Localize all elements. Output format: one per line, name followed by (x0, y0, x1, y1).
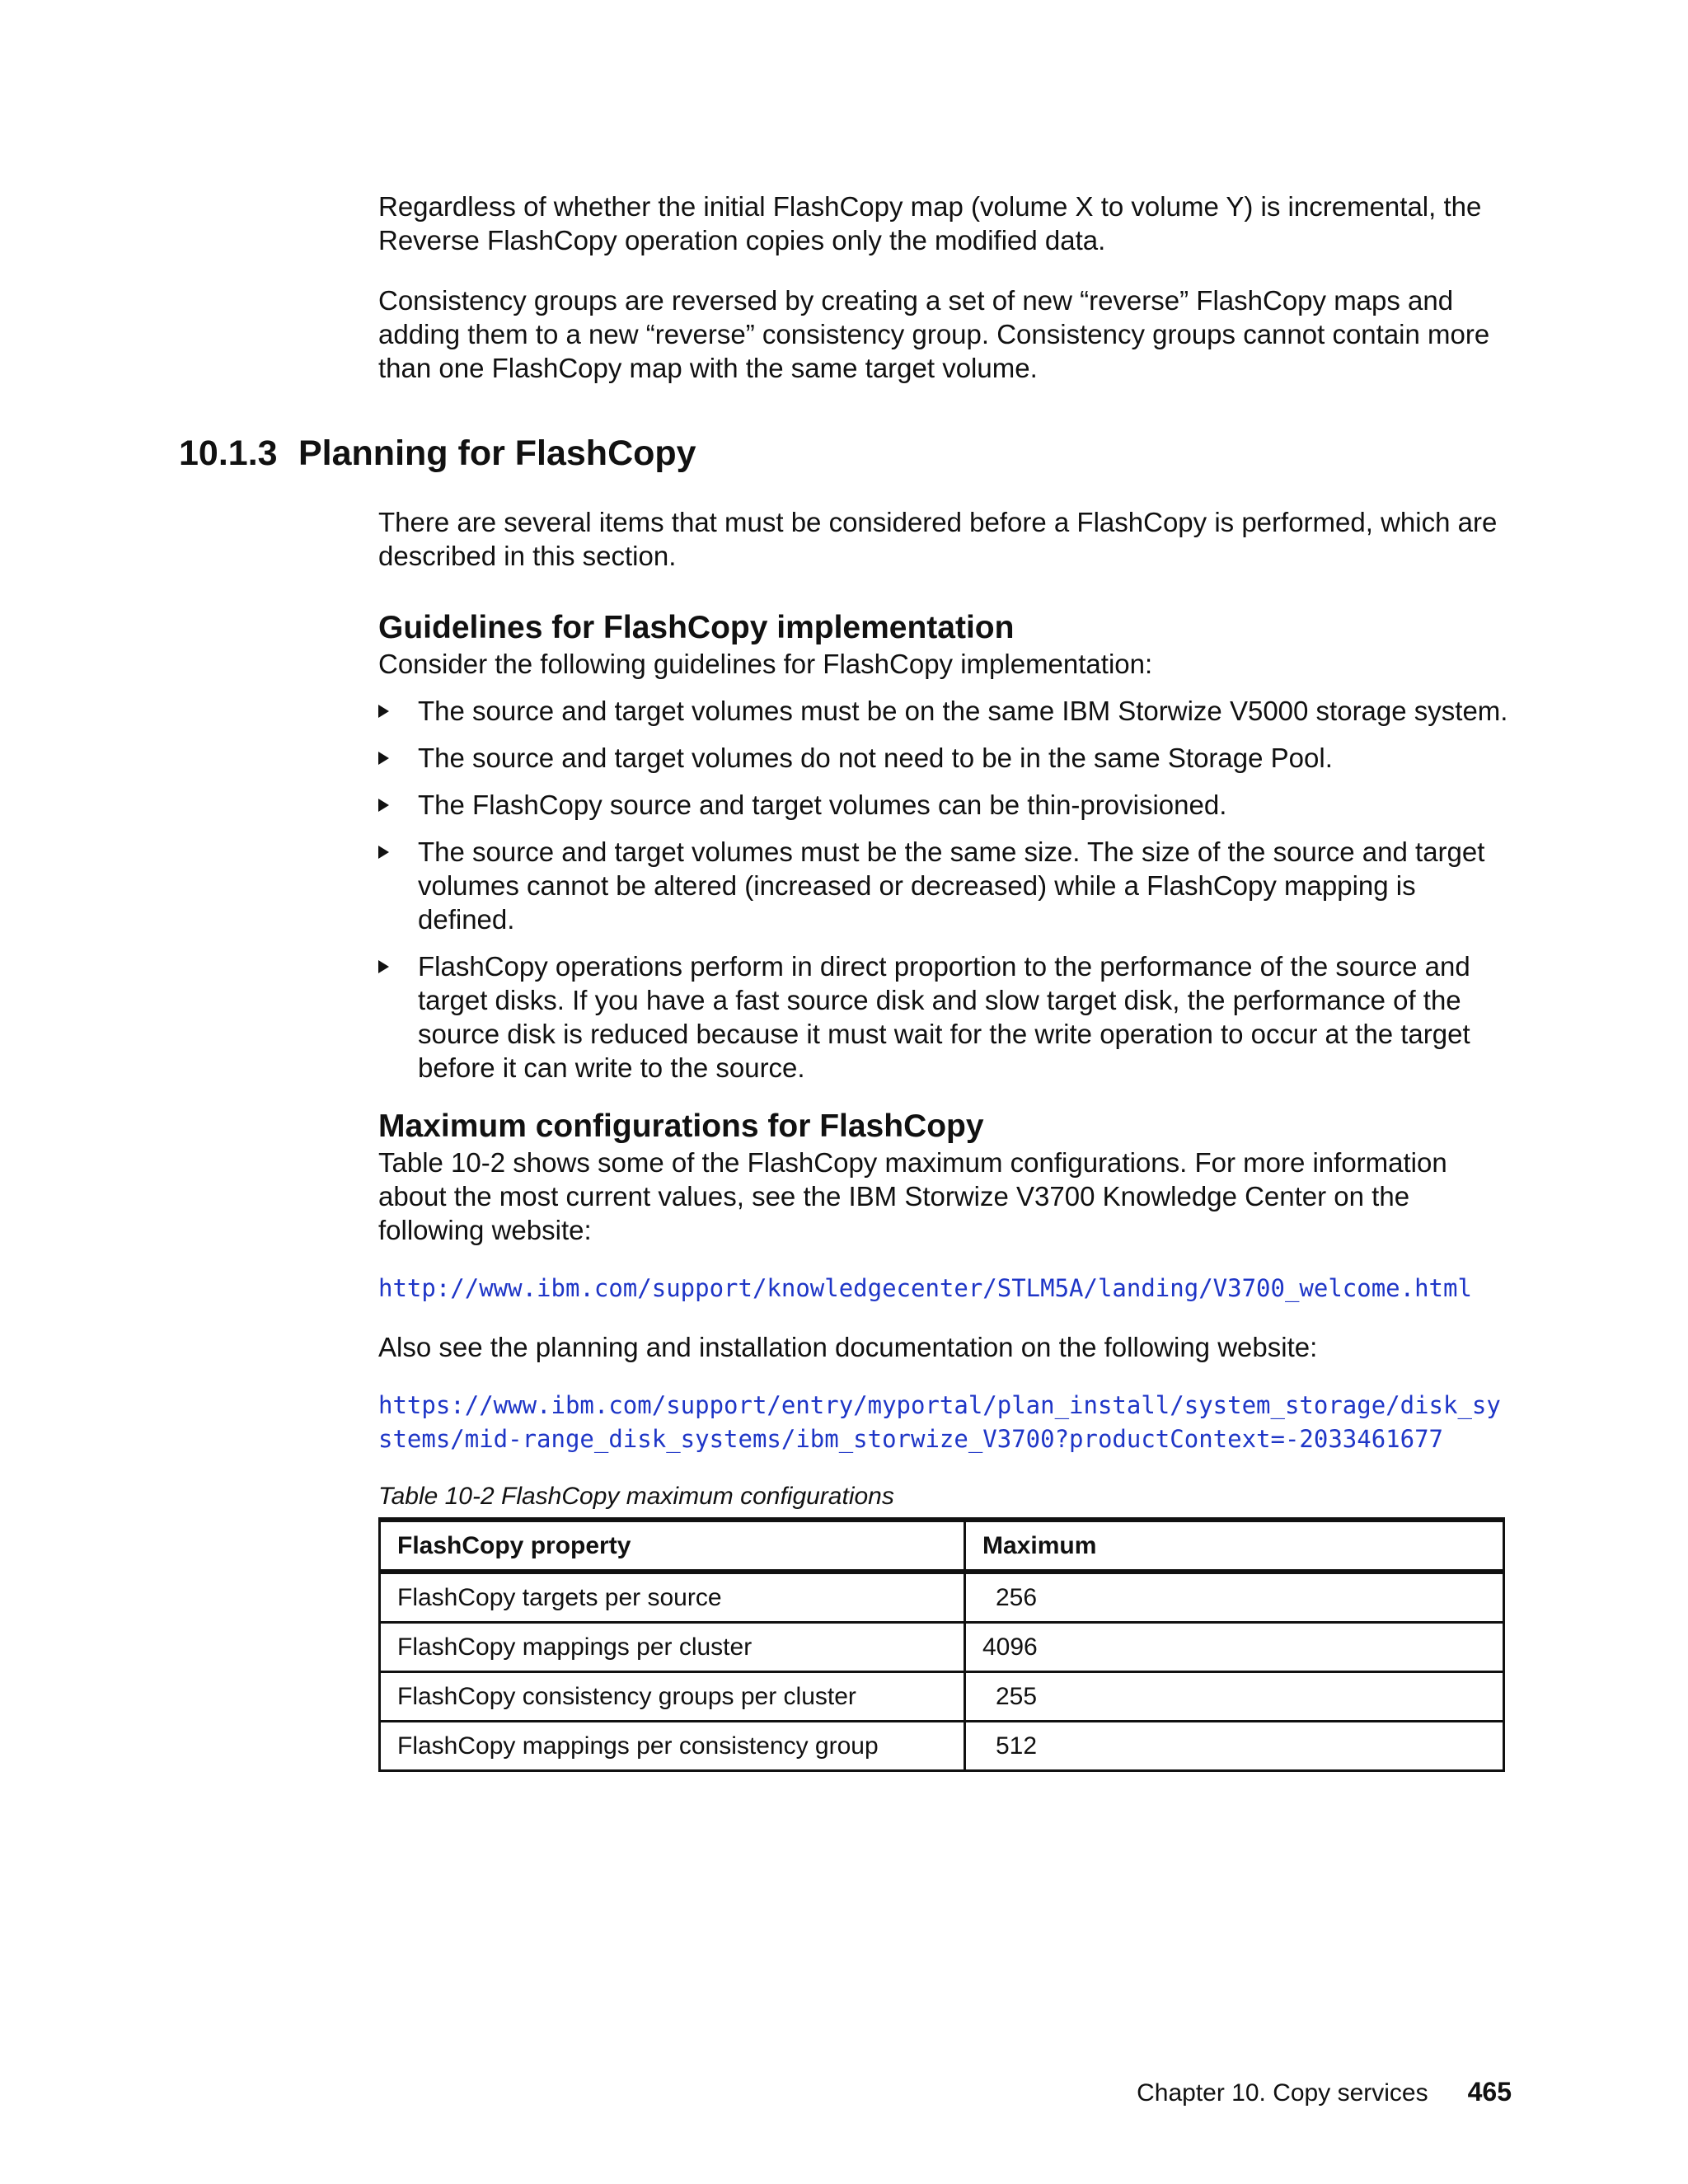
table-header-row (380, 1520, 1504, 1572)
table-row (380, 1572, 1504, 1623)
footer-chapter: Chapter 10. Copy services (1137, 2079, 1428, 2107)
table-cell-property: FlashCopy mappings per consistency group (380, 1722, 965, 1771)
column-header-property: FlashCopy property (380, 1520, 965, 1572)
column-header-maximum: Maximum (965, 1520, 1504, 1572)
list-item: The source and target volumes must be the same size. The size of the source and target volumes cannot be altered (increased or decreased) while a FlashCopy mapping is defined. (378, 835, 1512, 936)
bullet-arrow-icon (378, 705, 389, 718)
table-caption: Table 10-2 FlashCopy maximum configurations (378, 1483, 894, 1510)
table-cell-maximum: 4096 (965, 1623, 1504, 1672)
section-intro: There are several items that must be considered before a FlashCopy is performed, which are described in this section. (378, 507, 1498, 571)
bullet-arrow-icon (378, 960, 389, 973)
planning-docs-link[interactable]: https://www.ibm.com/support/entry/myportal/plan_install/system_storage/disk_systems/mid-range_disk_systems/ibm_storwize_V3700?productContext=-2033461677 (378, 1391, 1501, 1453)
section-body (378, 505, 1512, 1772)
page-number: 465 (1467, 2077, 1512, 2107)
maxconfig-paragraph-2: Also see the planning and installation documentation on the following website: (378, 1332, 1318, 1362)
table-row (380, 1672, 1504, 1722)
bullet-arrow-icon (378, 752, 389, 765)
table-cell-property: FlashCopy mappings per cluster (380, 1623, 965, 1672)
list-item: The FlashCopy source and target volumes can be thin-provisioned. (378, 788, 1512, 822)
guidelines-list (378, 694, 1512, 1085)
table-cell-maximum: 512 (965, 1722, 1504, 1771)
maxconfig-heading: Maximum configurations for FlashCopy (378, 1108, 984, 1144)
knowledge-center-link[interactable]: http://www.ibm.com/support/knowledgecenter/STLM5A/landing/V3700_welcome.html (378, 1274, 1472, 1302)
table-cell-maximum: 256 (965, 1572, 1504, 1623)
guidelines-lead: Consider the following guidelines for FlashCopy implementation: (378, 649, 1153, 679)
table-row (380, 1623, 1504, 1672)
intro-paragraph-2: Consistency groups are reversed by creating a set of new “reverse” FlashCopy maps and adding them to a new “reverse” consistency group. Consistency groups cannot contain more than one FlashCopy map with the same target volume. (378, 285, 1490, 383)
bullet-arrow-icon (378, 846, 389, 859)
section-number: 10.1.3 (179, 434, 278, 473)
list-item: FlashCopy operations perform in direct proportion to the performance of the source and target disks. If you have a fast source disk and slow target disk, the performance of the source disk is reduced because it must wait for the write operation to occur at the target before it can write to the source. (378, 949, 1512, 1085)
list-item: The source and target volumes do not need to be in the same Storage Pool. (378, 741, 1512, 775)
guidelines-heading: Guidelines for FlashCopy implementation (378, 610, 1015, 645)
table-cell-maximum: 255 (965, 1672, 1504, 1722)
table-cell-property: FlashCopy consistency groups per cluster (380, 1672, 965, 1722)
intro-paragraph-1: Regardless of whether the initial FlashCopy map (volume X to volume Y) is incremental, the Reverse FlashCopy operation copies only the modified data. (378, 191, 1482, 255)
table-row (380, 1722, 1504, 1771)
flashcopy-max-config-table (378, 1517, 1505, 1772)
bullet-arrow-icon (378, 799, 389, 812)
list-item: The source and target volumes must be on the same IBM Storwize V5000 storage system. (378, 694, 1512, 728)
page-footer (1137, 2075, 1512, 2110)
section-title: Planning for FlashCopy (298, 434, 696, 473)
maxconfig-paragraph: Table 10-2 shows some of the FlashCopy maximum configurations. For more information about the most current values, see the IBM Storwize V3700 Knowledge Center on the following website: (378, 1147, 1447, 1245)
section-heading (179, 429, 696, 478)
intro-block (378, 190, 1512, 385)
table-cell-property: FlashCopy targets per source (380, 1572, 965, 1623)
